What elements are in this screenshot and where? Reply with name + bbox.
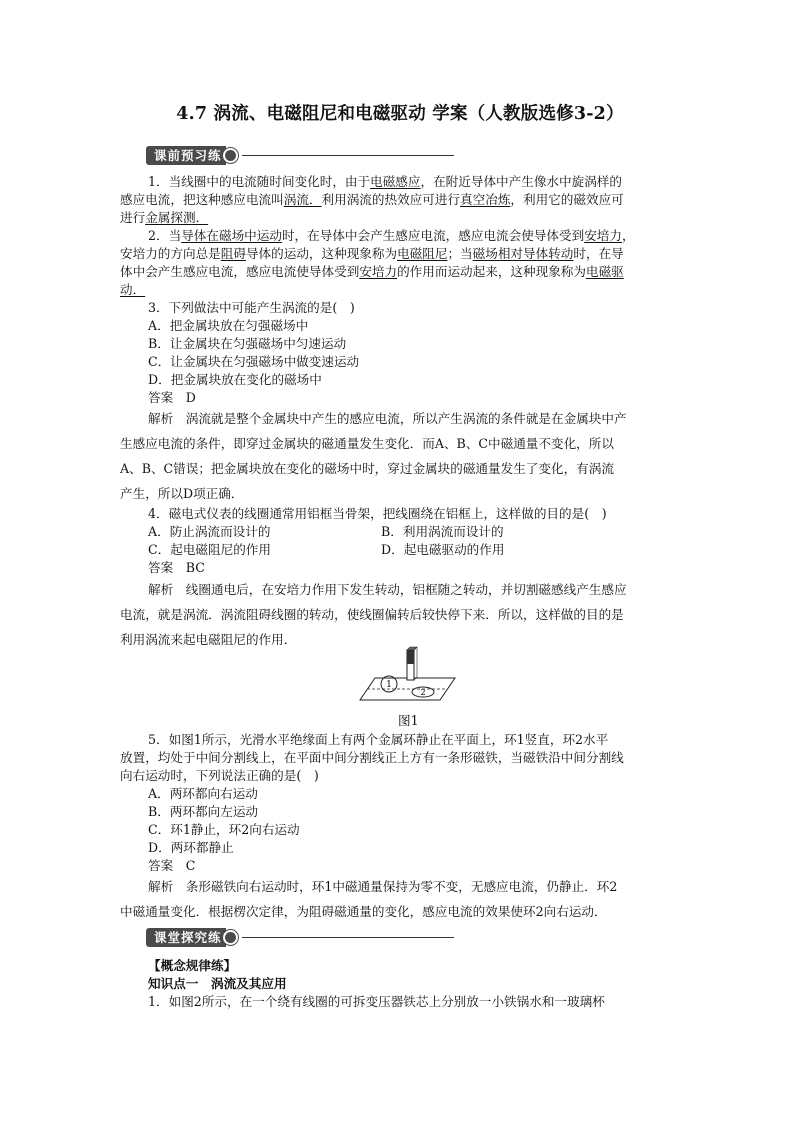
q5-stem-line: 向右运动时，下列说法正确的是( ) xyxy=(120,768,319,783)
bullet-icon xyxy=(223,148,238,163)
q2-line-3: 体中会产生感应电流，感应电流使导体受到安培力的作用而运动起来，这种现象称为电磁驱 xyxy=(120,264,624,279)
q5-stem-line: 放置，均处于中间分割线上，在平面中间分割线正上方有一条形磁铁，当磁铁沿中间分割线 xyxy=(120,750,624,765)
page-title: 4.7 涡流、电磁阻尼和电磁驱动 学案（人教版选修3-2） xyxy=(176,104,624,124)
q5-option-b: B．两环都向左运动 xyxy=(148,804,259,819)
q5-stem-line: 5．如图1所示，光滑水平绝缘面上有两个金属环静止在平面上，环1竖直，环2水平 xyxy=(148,732,609,747)
practice-q1-line: 1．如图2所示，在一个绕有线圈的可拆变压器铁芯上分别放一小铁锅水和一玻璃杯 xyxy=(148,994,605,1009)
section-rule xyxy=(242,937,454,938)
q3-option-d: D．把金属块放在变化的磁场中 xyxy=(148,372,322,387)
practice-heading: 【概念规律练】 xyxy=(148,958,237,973)
section-label: 课前预习练 xyxy=(146,146,226,165)
q4-stem: 4．磁电式仪表的线圈通常用铝框当骨架，把线圈绕在铝框上，这样做的目的是( ) xyxy=(148,506,607,521)
q3-option-b: B．让金属块在匀强磁场中匀速运动 xyxy=(148,336,347,351)
q4-options-row-2 xyxy=(148,541,703,559)
section-banner-classroom xyxy=(146,927,454,947)
q4-options-row-1 xyxy=(148,523,703,541)
q5-answer: 答案 C xyxy=(148,858,196,873)
q4-analysis-line: 解析 线圈通电后，在安培力作用下发生转动，铝框随之转动，并切割磁感线产生感应 xyxy=(148,582,627,597)
q5-option-c: C．环1静止，环2向右运动 xyxy=(148,822,300,837)
q3-stem: 3．下列做法中可能产生涡流的是( ) xyxy=(148,300,355,315)
figure-1-caption: 图1 xyxy=(398,713,419,728)
q4-option-d: D．起电磁驱动的作用 xyxy=(381,542,505,557)
q3-analysis-line: 解析 涡流就是整个金属块中产生的感应电流，所以产生涡流的条件就是在金属块中产 xyxy=(148,411,627,426)
q2-line-4: 动． xyxy=(120,282,146,297)
q3-analysis-line: 产生，所以D项正确． xyxy=(120,486,244,501)
q2-line-1: 2．当导体在磁场中运动时，在导体中会产生感应电流，感应电流会使导体受到安培力， xyxy=(148,228,635,243)
q3-answer: 答案 D xyxy=(148,390,196,405)
q3-option-c: C．让金属块在匀强磁场中做变速运动 xyxy=(148,354,360,369)
knowledge-point-heading: 知识点一 涡流及其应用 xyxy=(148,976,287,991)
q4-analysis-line: 利用涡流来起电磁阻尼的作用． xyxy=(120,632,297,647)
section-rule xyxy=(242,155,454,156)
q5-option-d: D．两环都静止 xyxy=(148,840,234,855)
q4-option-a: A．防止涡流而设计的 xyxy=(148,524,271,539)
q3-analysis-line: A、B、C错误；把金属块放在变化的磁场中时，穿过金属块的磁通量发生了变化，有涡流 xyxy=(120,461,614,476)
section-banner-preview xyxy=(146,145,454,165)
q4-option-c: C．起电磁阻尼的作用 xyxy=(148,542,271,557)
ring-1-label: 1 xyxy=(386,680,392,690)
q4-answer: 答案 BC xyxy=(148,560,205,575)
q2-line-2: 安培力的方向总是阻碍导体的运动，这种现象称为电磁阻尼；当磁场相对导体转动时，在导 xyxy=(120,246,624,261)
bullet-icon xyxy=(223,930,238,945)
q5-analysis-line: 解析 条形磁铁向右运动时，环1中磁通量保持为零不变，无感应电流，仍静止．环2 xyxy=(148,879,618,894)
magnet-pole xyxy=(407,650,414,664)
q4-option-b: B．利用涡流而设计的 xyxy=(381,524,504,539)
q5-option-a: A．两环都向右运动 xyxy=(148,786,258,801)
q1-line-2: 感应电流，把这种感应电流叫涡流．利用涡流的热效应可进行真空冶炼，利用它的磁效应可 xyxy=(120,192,624,207)
section-label: 课堂探究练 xyxy=(146,928,226,947)
q3-analysis-line: 生感应电流的条件，即穿过金属块的磁通量发生变化．而A、B、C中磁通量不变化，所以 xyxy=(120,436,614,451)
q3-option-a: A．把金属块放在匀强磁场中 xyxy=(148,318,309,333)
q5-analysis-line: 中磁通量变化．根据楞次定律，为阻碍磁通量的变化，感应电流的效果使环2向右运动． xyxy=(120,904,607,919)
q4-analysis-line: 电流，就是涡流．涡流阻碍线圈的转动，使线圈偏转后较快停下来．所以，这样做的目的是 xyxy=(120,607,624,622)
q1-line-1: 1．当线圈中的电流随时间变化时，由于电磁感应，在附近导体中产生像水中旋涡样的 xyxy=(148,174,622,189)
q1-line-3: 进行金属探测． xyxy=(120,210,209,225)
ring-2-label: 2 xyxy=(420,688,426,697)
